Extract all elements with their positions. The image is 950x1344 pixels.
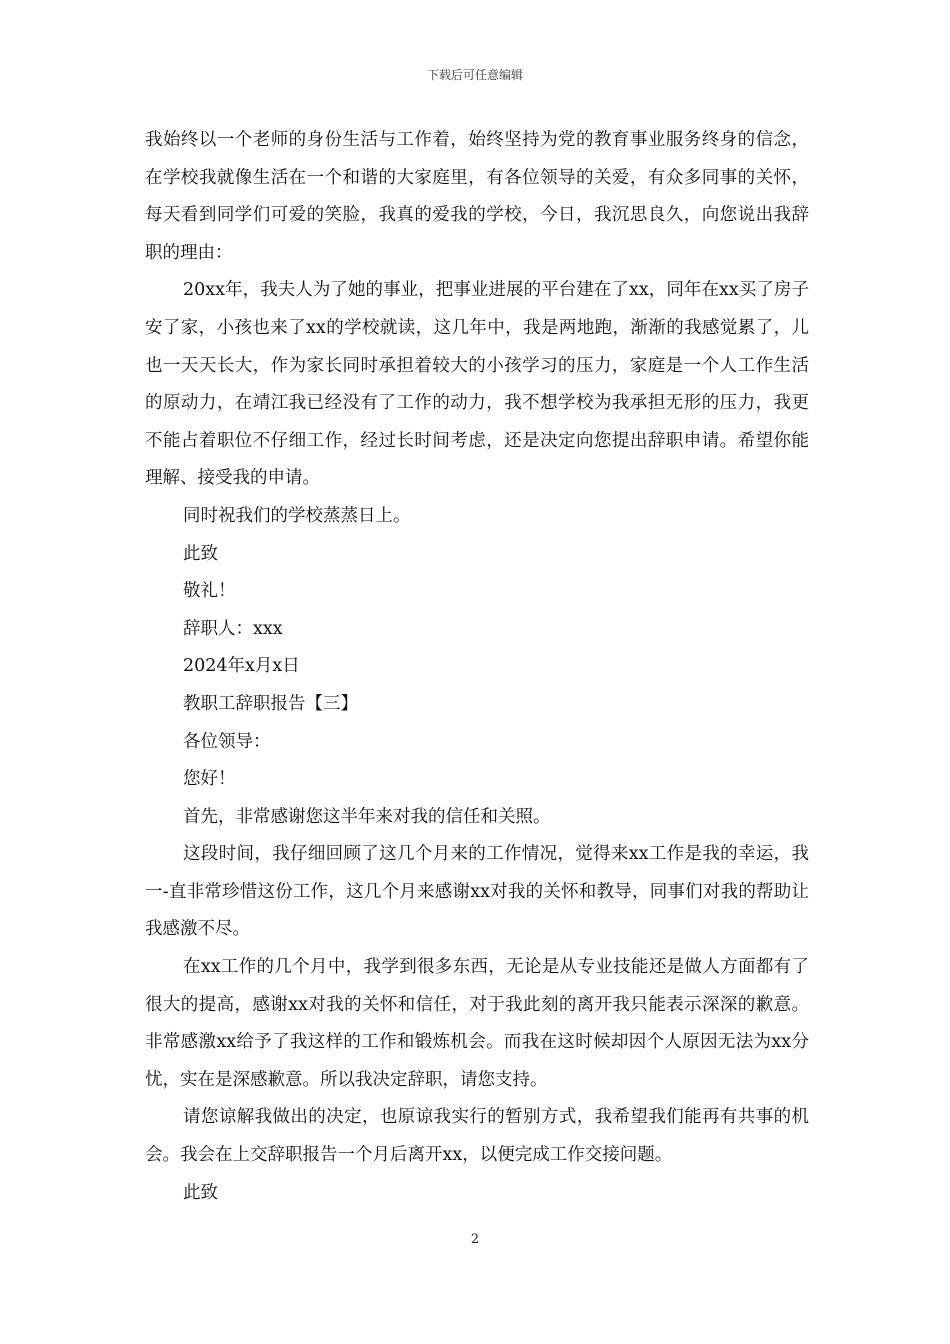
closing-salutation-2: 此致 [183,1182,218,1203]
closing-salutation: 此致 [183,543,218,564]
paragraph-review: 这段时间，我仔细回顾了这几个月来的工作情况，觉得来xx工作是我的幸运，我一-直非常珍惜这份工作，这几个月来感谢xx对我的关怀和教导，同事们对我的帮助让我感激不尽。 [145,844,809,940]
paragraph-wish: 同时祝我们的学校蒸蒸日上。 [183,505,411,526]
paragraph-reason: 20xx年，我夫人为了她的事业，把事业进展的平台建在了xx，同年在xx买了房子安了家，小孩也来了xx的学校就读，这几年中，我是两地跑，渐渐的我感觉累了，儿也一天天长大，作为家长同时承担着较大的小孩学习的压力，家庭是一个人工作生活的原动力，在靖江我已经没有了工作的动力，我不想学校为我承担无形的压力，我更不能占着职位不仔细工作，经过长时间考虑，还是决定向您提出辞职申请。希望你能理解、接受我的申请。 [145,280,809,489]
paragraph-intro: 我始终以一个老师的身份生活与工作着，始终坚持为党的教育事业服务终身的信念，在学校我就像生活在一个和谐的大家庭里，有各位领导的关爱，有众多同事的关怀，每天看到同学们可爱的笑脸，我真的爱我的学校，今日，我沉思良久，向您说出我辞职的理由： [145,130,809,263]
page-number: 2 [470,1232,480,1247]
paragraph-learning: 在xx工作的几个月中，我学到很多东西，无论是从专业技能还是做人方面都有了很大的提高，感谢xx对我的关怀和信任，对于我此刻的离开我只能表示深深的歉意。非常感激xx给予了我这样的工作和锻炼机会。而我在这时候却因个人原因无法为xx分忧，实在是深感歉意。所以我决定辞职，请您支持。 [145,957,809,1090]
closing-regards: 敬礼！ [183,581,236,602]
page-header-note: 下载后可任意编辑 [426,68,523,82]
paragraph-apology: 请您谅解我做出的决定，也原谅我实行的暂别方式，我希望我们能再有共事的机会。我会在上交辞职报告一个月后离开xx，以便完成工作交接问题。 [145,1107,809,1166]
greeting-addressee: 各位领导： [183,731,271,752]
signature-line: 辞职人：xxx [183,618,283,639]
greeting-hello: 您好！ [183,769,236,790]
document-body [145,122,809,1212]
section-title: 教职工辞职报告【三】 [183,693,358,714]
date-line: 2024年x月x日 [183,656,300,677]
paragraph-thanks: 首先，非常感谢您这半年来对我的信任和关照。 [183,806,551,827]
